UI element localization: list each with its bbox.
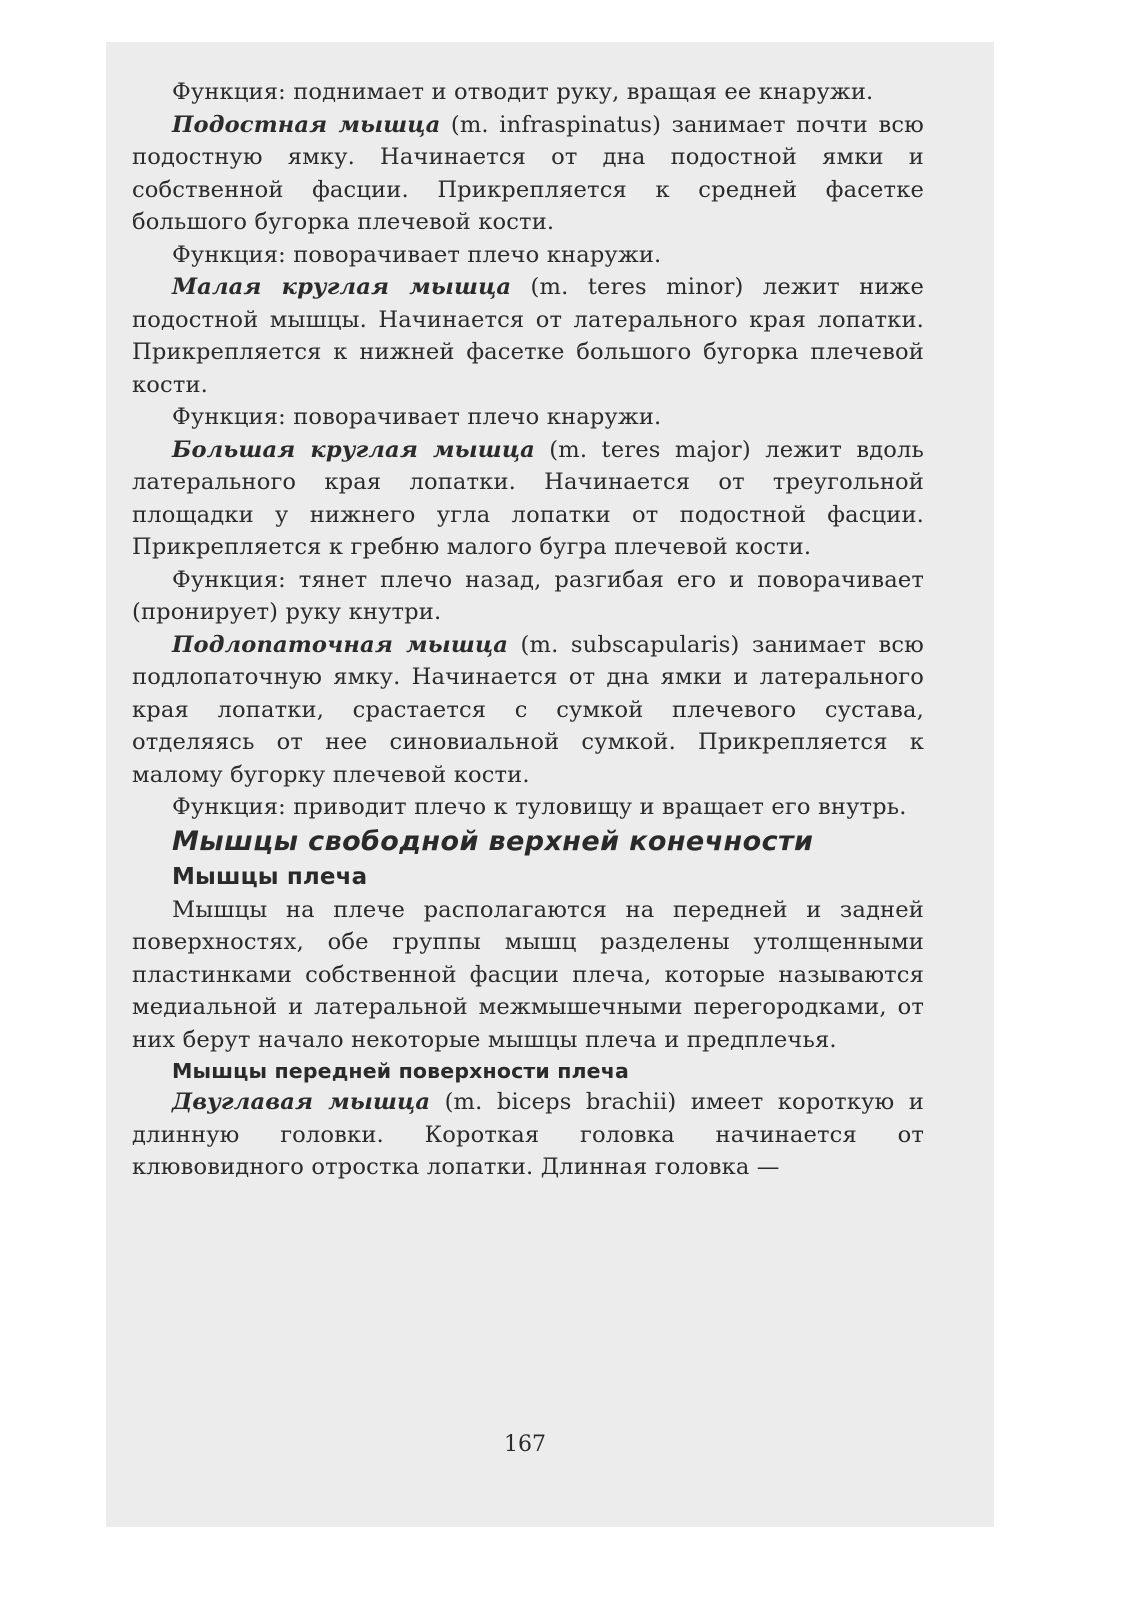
paragraph bbox=[132, 239, 924, 272]
muscle-term: Двуглавая мышца bbox=[172, 1089, 431, 1115]
muscle-term: Подлопаточная мышца bbox=[172, 631, 509, 658]
paragraph-text: Функция: приводит плечо к туловищу и вращает его внутрь. bbox=[172, 794, 907, 820]
paragraph-text: Функция: тянет плечо назад, разгибая его и поворачивает (пронирует) руку кнутри. bbox=[132, 566, 924, 625]
section-heading: Мышцы свободной верхней конечности bbox=[172, 825, 814, 857]
paragraph-text: Функция: поворачивает плечо кнаружи. bbox=[172, 241, 662, 268]
page-body bbox=[132, 76, 924, 1184]
subsubsection-heading: Мышцы передней поверхности плеча bbox=[172, 1059, 629, 1083]
paragraph-text: (m. teres major) лежит вдоль латерального края лопатки. Начинается от треугольной площадки у нижнего угла лопатки от подостной фасции. Прикрепляется к гребню малого бугра плечевой кости. bbox=[132, 436, 925, 560]
paragraph bbox=[132, 76, 924, 109]
paragraph bbox=[132, 564, 924, 629]
paragraph-text: (m. subscapularis) занимает всю подлопаточную ямку. Начинается от дна ямки и латерального края лопатки, срастается с сумкой плечевого сустава, отделяясь от нее синовиальной сумкой. Прикрепляется к малому бугорку плечевой кости. bbox=[132, 631, 924, 788]
paragraph-text: (m. infraspinatus) занимает почти всю подостную ямку. Начинается от дна подостной ямки и собственной фасции. Прикрепляется к средней фасетке большого бугорка плечевой кости. bbox=[132, 111, 924, 235]
page-number: 167 bbox=[504, 1432, 546, 1457]
muscle-term: Малая круглая мышца bbox=[172, 274, 512, 300]
muscle-term: Подостная мышца bbox=[172, 111, 441, 138]
intro-paragraph: Мышцы на плече располагаются на передней и задней поверхностях, обе группы мышц разделены утолщенными пластинками собственной фасции плеча, которые называются медиальной и латеральной межмышечными перегородками, от них берут начало некоторые мышцы плеча и предплечья. bbox=[132, 896, 924, 1053]
paragraph bbox=[132, 791, 924, 824]
paragraph-text: (m. teres minor) лежит ниже подостной мышцы. Начинается от латерального края лопатки. Прикрепляется к нижней фасетке большого бугорка плечевой кости. bbox=[132, 274, 924, 398]
paragraph bbox=[132, 434, 924, 564]
muscle-term: Большая круглая мышца bbox=[172, 436, 535, 463]
paragraph-text: Функция: поворачивает плечо кнаружи. bbox=[172, 404, 662, 430]
paragraph bbox=[132, 1086, 924, 1184]
paragraph bbox=[132, 401, 924, 434]
paragraph-text: (m. biceps brachii) имеет короткую и длинную головки. Короткая головка начинается от клювовидного отростка лопатки. Длинная головка — bbox=[132, 1089, 924, 1180]
paragraph-text: Функция: поднимает и отводит руку, вращая ее кнаружи. bbox=[172, 79, 874, 105]
paragraph bbox=[132, 271, 924, 401]
paragraph bbox=[132, 629, 924, 792]
paragraph bbox=[132, 109, 924, 239]
subsection-heading: Мышцы плеча bbox=[172, 863, 368, 890]
